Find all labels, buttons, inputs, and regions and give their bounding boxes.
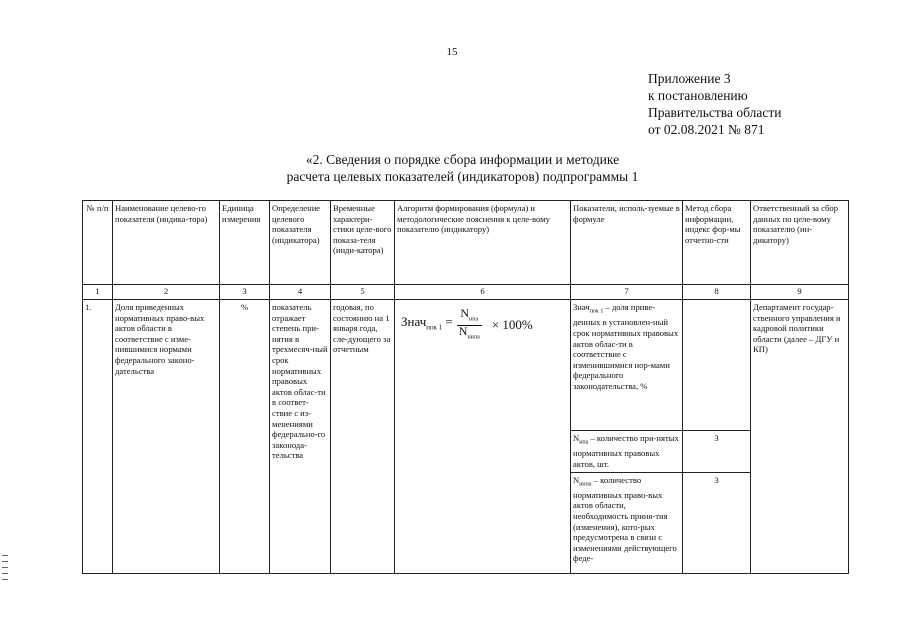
header-cell: Единица измерения [220,201,270,285]
title-line: «2. Сведения о порядке сбора информации и методике [305,152,620,167]
header-cell: Определение целевого показателя (индикатора) [270,201,331,285]
method-cell: 3 [683,431,751,473]
indicator-definition: $N_{ннпа}$ – количество нормативных право-вых актов области, необходимость приня-тия (изменения), кото-рых предусмотрена в связи с изменениями действующего феде- [571,472,683,573]
appendix-line: к постановлению [648,88,748,103]
header-cell: Метод сбора информации, индекс фор-мы отчетно-сти [683,201,751,285]
column-number: 2 [113,285,220,300]
header-row [83,201,849,285]
indicator-name: Доля приведенных нормативных право-вых актов области в соответствие с изме-нившимися нормами федерального законо-дательства [113,300,220,574]
header-cell: Показатели, исполь-зуемые в формуле [571,201,683,285]
header-cell: Наименование целево-го показателя (индика-тора) [113,201,220,285]
definition-cell: показатель отражает степень при-нятия в трехмесяч-ный срок нормативных правовых актов облас-ти в соответ-ствие с из-менениями федерально-го законода-тельства [270,300,331,574]
appendix-line: Правительства области [648,105,782,120]
fraction-numerator: $N_{нпа}$ [457,308,482,326]
indicator-definition: $N_{нпа}$ – количество при-нятых нормативных правовых актов, шт. [571,431,683,473]
column-number: 6 [395,285,571,300]
column-number: 1 [83,285,113,300]
table-row [83,300,849,431]
appendix-line: от 02.08.2021 № 871 [648,122,765,137]
formula-fraction [457,308,482,343]
column-number: 9 [751,285,849,300]
column-number-row [83,285,849,300]
unit-cell: % [220,300,270,574]
responsible-cell: Департамент государ-ственного управления и кадровой политики области (далее – ДГУ и КП) [751,300,849,574]
section-title [190,151,735,185]
header-cell: Ответственный за сбор данных по целе-вому показателю (ин-дикатору) [751,201,849,285]
row-number: 1. [83,300,113,574]
column-number: 7 [571,285,683,300]
appendix-block [648,70,781,138]
method-cell [683,300,751,431]
header-cell: № п/п [83,201,113,285]
column-number: 3 [220,285,270,300]
header-cell: Алгоритм формирования (формула) и методологические пояснения к целе-вому показателю (индикатору) [395,201,571,285]
page-number: 15 [446,46,458,58]
formula-multiplier: × 100% [491,317,533,333]
appendix-line: Приложение 3 [648,71,731,86]
column-number: 4 [270,285,331,300]
formula-cell [395,300,571,574]
header-cell: Временные характери-стики целе-вого показа-теля (инди-катора) [331,201,395,285]
formula-lhs: Знач$_{пок 1}$ = [401,314,453,332]
column-number: 8 [683,285,751,300]
title-line: расчета целевых показателей (индикаторов) подпрограммы 1 [286,169,639,184]
scan-margin-marks [2,555,8,585]
column-number: 5 [331,285,395,300]
method-cell: 3 [683,472,751,573]
indicator-definition: Знач$_{пок 1}$ – доля приве-денных в установлен-ный срок нормативных правовых актов облас-ти в соответствие с изменившимися нор-мами федерального законодательства, % [571,300,683,431]
time-characteristics-cell: годовая, по состоянию на 1 января года, сле-дующего за отчетным [331,300,395,574]
fraction-denominator: $N_{ннпа}$ [458,323,480,341]
indicators-table [82,200,849,574]
